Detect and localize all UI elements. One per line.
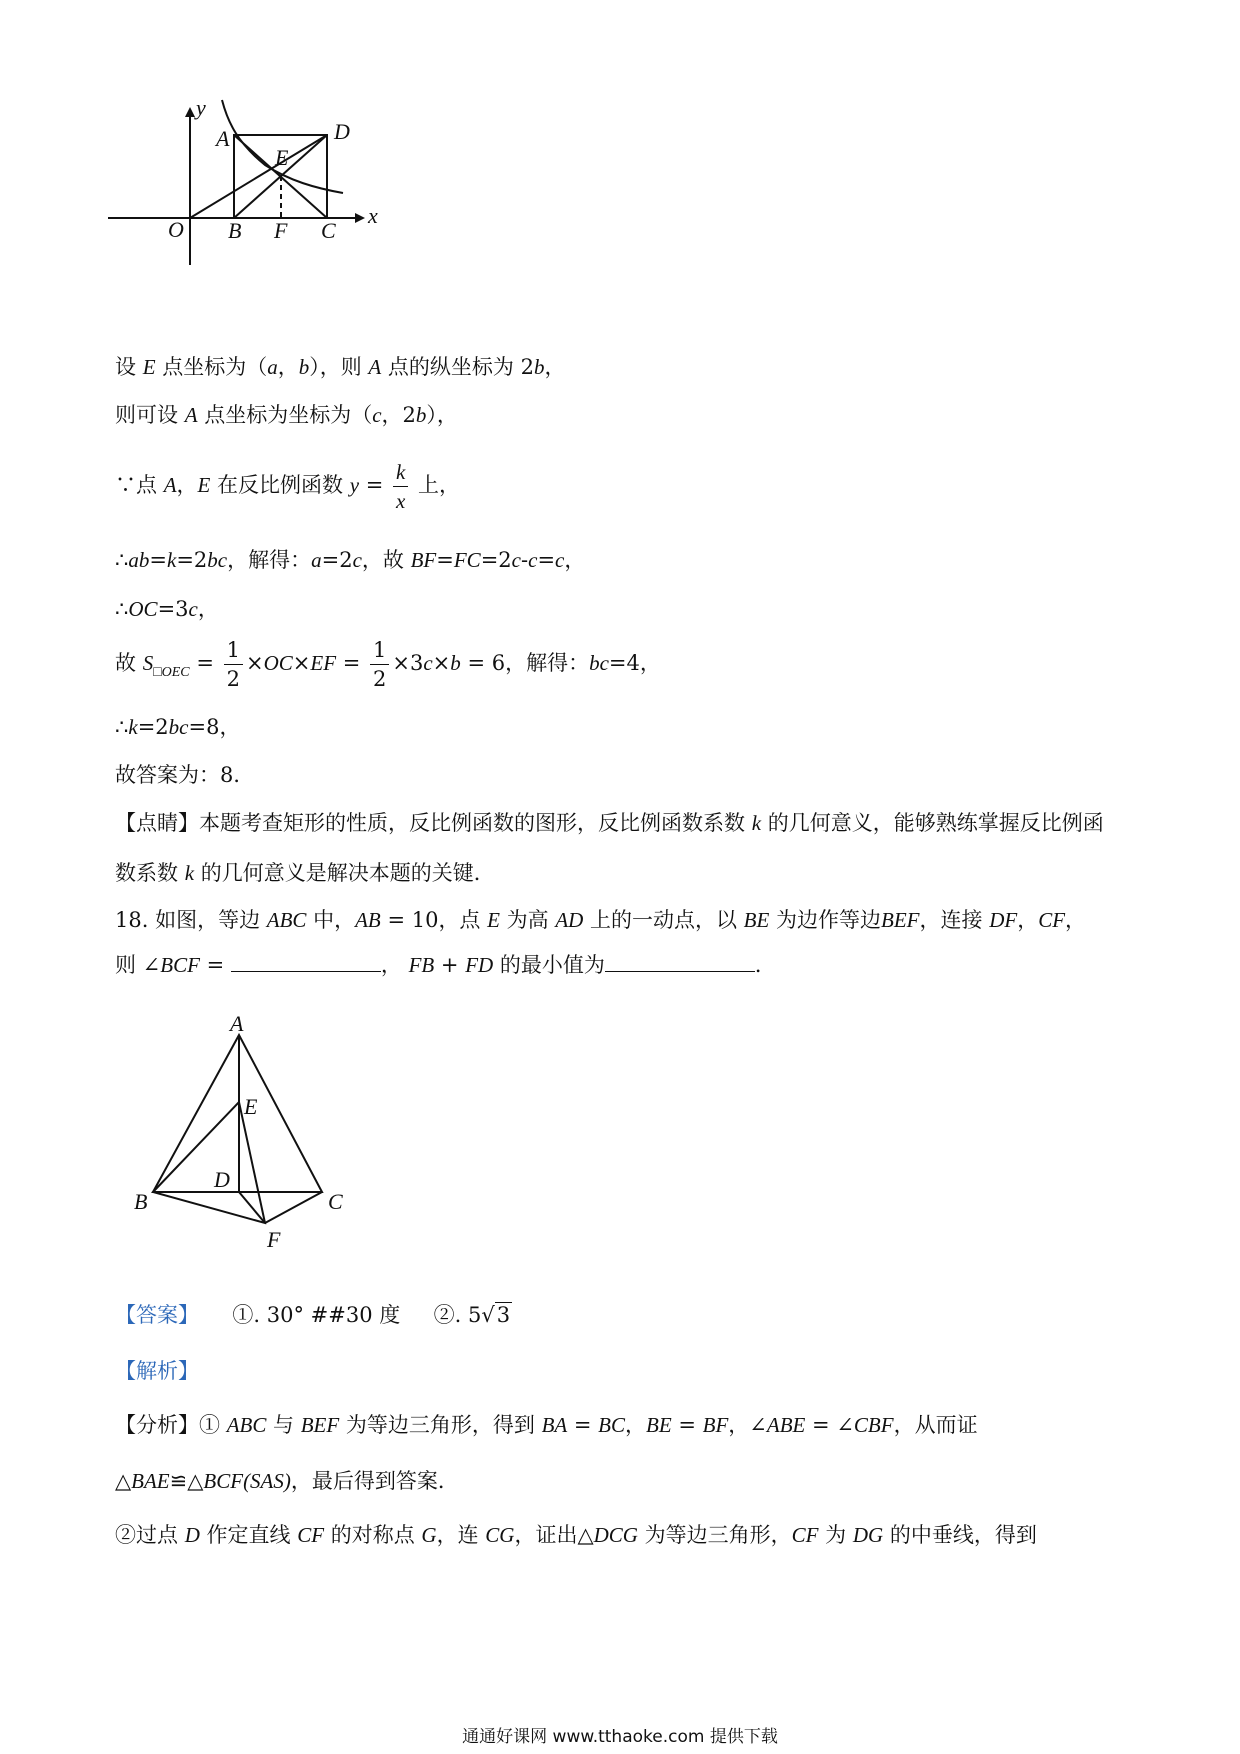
label-b2: B <box>134 1189 148 1214</box>
label-c2: C <box>328 1189 343 1214</box>
fraction-one-half-a: $\frac{1}{2}$ <box>224 636 243 693</box>
line-16: △BAE≌△BCF(SAS)，最后得到答案． <box>115 1469 459 1493</box>
line-7: ∴k=2bc=8， <box>115 715 241 739</box>
label-d: D <box>334 119 350 144</box>
answer-tag: 【答案】 <box>115 1303 199 1327</box>
label-c: C <box>321 218 336 243</box>
line-6: 故 $S_{□OEC}$ = $\frac{1}{2}$ ×OC×EF = $\frac{1}{2}$ ×3c×b = 6，解得：bc=4， <box>115 638 661 691</box>
figure-coordinate-diagram <box>100 95 420 275</box>
line-15: 【分析】① ABC 与 BEF 为等边三角形，得到 BA = BC，BE = BF，∠ABE = ∠CBF，从而证 <box>115 1413 978 1437</box>
line-17: ②过点 D 作定直线 CF 的对称点 G，连 CG，证出△DCG 为等边三角形，CF 为 DG 的中垂线，得到 <box>115 1523 1037 1547</box>
line-14-analysis-tag <box>115 1356 199 1386</box>
line-12: 则 ∠BCF = ， FB + FD 的最小值为 ． <box>115 953 776 977</box>
line-8: 故答案为：8． <box>115 763 255 787</box>
line-oe <box>190 135 327 218</box>
line-3: ∵点 A，E 在反比例函数 y = $\frac{k}{x}$ 上， <box>115 460 460 513</box>
label-f2: F <box>267 1227 281 1252</box>
page-footer: 通通好课网 www.tthaoke.com 提供下载 <box>462 1727 778 1747</box>
label-y: y <box>196 95 206 120</box>
label-f: F <box>274 218 288 243</box>
line-11-question-18: 18. 如图，等边 ABC 中，AB = 10，点 E 为高 AD 上的一动点，以 BE 为边作等边BEF，连接 DF，CF， <box>115 908 1087 932</box>
label-x: x <box>368 203 378 228</box>
figure-coordinate-svg <box>100 95 420 275</box>
y-axis-arrow <box>185 107 195 117</box>
triangle-abc <box>153 1035 322 1192</box>
line-10: 数系数 k 的几何意义是解决本题的关键． <box>115 861 495 885</box>
label-a2: A <box>230 1015 244 1036</box>
label-o: O <box>168 217 184 242</box>
fraction-k-over-x: $\frac{k}{x}$ <box>393 458 408 515</box>
answer-blank-2[interactable] <box>605 951 755 972</box>
line-13-answer: 【答案】 ①. 30° ##30 度 ②. 5√3 <box>115 1303 511 1327</box>
figure-triangle-diagram <box>120 1015 360 1255</box>
line-1: 设 E 点坐标为（a，b），则 A 点的纵坐标为 2b， <box>115 355 566 379</box>
analysis-tag: 【解析】 <box>115 1359 199 1383</box>
label-e2: E <box>244 1094 258 1119</box>
fraction-one-half-b: $\frac{1}{2}$ <box>370 636 389 693</box>
label-e: E <box>275 145 289 170</box>
label-b: B <box>228 218 242 243</box>
line-2: 则可设 A 点坐标为坐标为（c，2b）， <box>115 403 458 427</box>
line-5: ∴OC=3c， <box>115 597 219 621</box>
line-9: 【点睛】本题考查矩形的性质，反比例函数的图形，反比例函数系数 k 的几何意义，能够熟练掌握反比例函 <box>115 811 1104 835</box>
x-axis-arrow <box>355 213 365 223</box>
segment-cf <box>265 1192 322 1223</box>
answer-blank-1[interactable] <box>231 951 381 972</box>
line-4: ∴ab=k=2bc，解得：a=2c，故 BF=FC=2c-c=c， <box>115 548 586 572</box>
figure-triangle-svg <box>120 1015 360 1255</box>
label-d2: D <box>214 1167 230 1192</box>
label-a: A <box>216 126 230 151</box>
